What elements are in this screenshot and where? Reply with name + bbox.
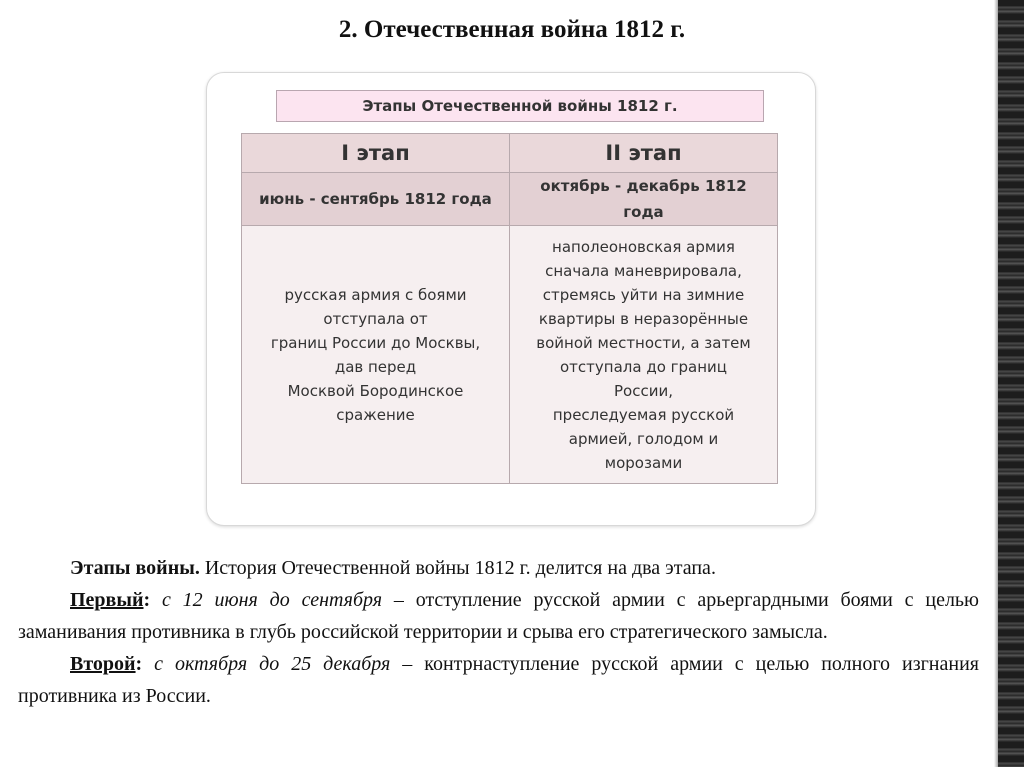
paragraph-second-dates: с октября до 25 декабря [142, 653, 391, 675]
table-description-row [242, 226, 778, 484]
stage-1-description: русская армия с боями отступала от границ России до Москвы, дав перед Москвой Бородинское сражение [242, 226, 510, 484]
paragraph-first-text: – отступление русской армии с арьергардными боями с целью заманивания противника в глубь российской территории и срыва его стратегического замысла. [18, 589, 979, 643]
paragraph-intro-label: Этапы войны. [70, 557, 200, 579]
paragraph-intro-text: История Отечественной войны 1812 г. делится на два этапа. [199, 557, 716, 579]
film-strip-decoration [998, 0, 1024, 767]
paragraph-first-dates: с 12 июня до сентября [150, 589, 383, 611]
paragraph-second-text: – контрнаступление русской армии с целью полного изгнания противника из России. [18, 653, 979, 707]
stage-1-period: июнь - сентябрь 1812 года [242, 173, 510, 226]
stage-2-period: октябрь - декабрь 1812 года [510, 173, 778, 226]
stage-2-header: II этап [510, 134, 778, 173]
paragraph-intro [18, 552, 979, 584]
paragraph-second [18, 648, 979, 712]
paragraph-first [18, 584, 979, 648]
paragraph-second-colon: : [135, 653, 143, 675]
table-header-row [242, 134, 778, 173]
slide-title: 2. Отечественная война 1812 г. [338, 16, 686, 43]
stage-2-description: наполеоновская армия сначала маневрировала, стремясь уйти на зимние квартиры в неразорённые войной местности, а затем отступала до границ России, преследуемая русской армией, голодом и морозами [510, 226, 778, 484]
text-block [18, 552, 979, 712]
paragraph-second-label: Второй [70, 653, 136, 675]
stage-1-header: I этап [242, 134, 510, 173]
stages-table [241, 133, 778, 484]
paragraph-first-label: Первый [70, 589, 144, 611]
table-period-row [242, 173, 778, 226]
paragraph-first-colon: : [143, 589, 151, 611]
table-caption: Этапы Отечественной войны 1812 г. [276, 90, 764, 122]
